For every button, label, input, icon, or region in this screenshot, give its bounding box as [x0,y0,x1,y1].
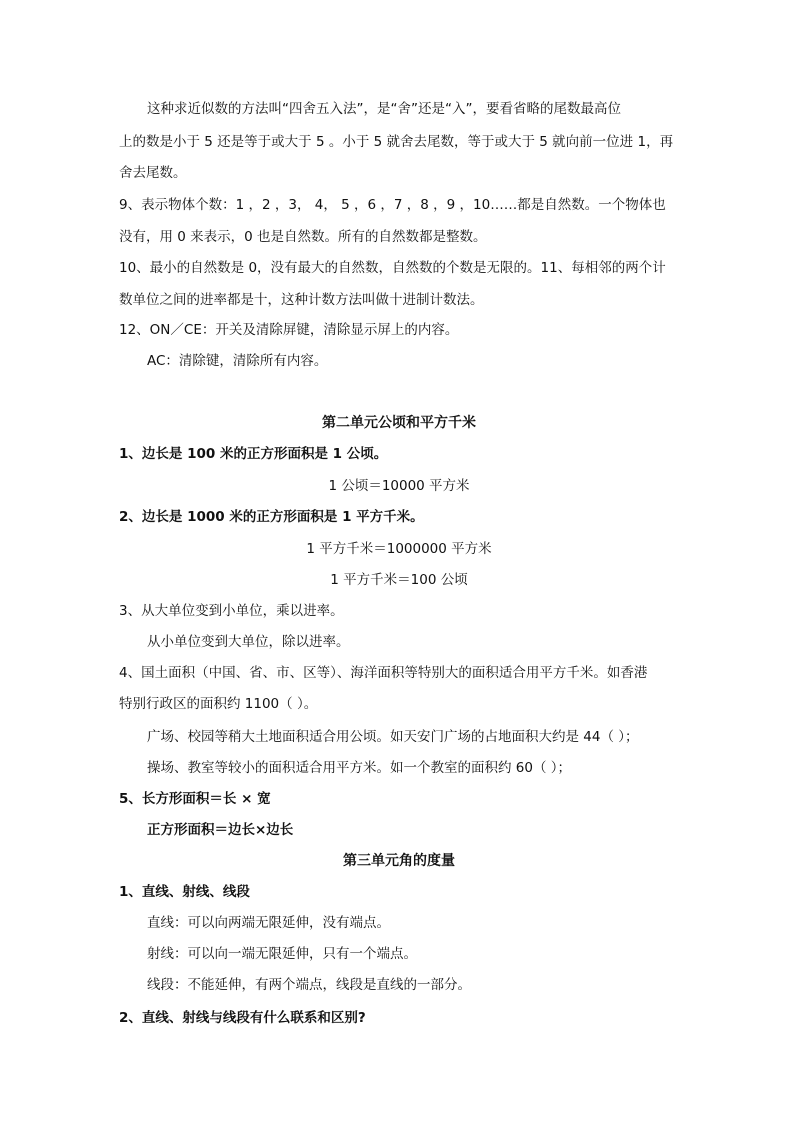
unit-3-title: 第三单元角的度量 [343,853,455,869]
unit-3-item-1: 1、直线、射线、线段 [119,884,250,900]
unit-2-item-1: 1、边长是 100 米的正方形面积是 1 公顷。 [119,446,388,462]
unit-2-item-2: 2、边长是 1000 米的正方形面积是 1 平方千米。 [119,509,424,525]
unit-2-item-5-line-2: 正方形面积＝边长×边长 [147,822,294,838]
definition-segment: 线段：不能延伸，有两个端点，线段是直线的一部分。 [147,977,471,993]
item-10-line-1: 10、最小的自然数是 0，没有最大的自然数，自然数的个数是无限的。11、每相邻的两个计 [119,260,666,276]
item-9-line-1: 9、表示物体个数：1 ，2 ，3， 4， 5 ，6 ，7 ，8 ，9 ，10……都是自然数。一个物体也 [119,197,666,213]
definition-line: 直线：可以向两端无限延伸，没有端点。 [147,915,390,931]
unit-2-item-5-line-1: 5、长方形面积＝长 × 宽 [119,791,271,807]
rounding-paragraph-line-2: 上的数是小于 5 还是等于或大于 5 。小于 5 就舍去尾数，等于或大于 5 就向前一位进 1，再 [119,134,674,150]
definition-ray: 射线：可以向一端无限延伸，只有一个端点。 [147,946,417,962]
unit-2-item-3-line-2: 从小单位变到大单位，除以进率。 [147,634,350,650]
item-12-line-2: AC：清除键，清除所有内容。 [147,353,328,369]
equation-sq-km-to-hectare: 1 平方千米＝100 公顷 [330,572,468,588]
unit-2-item-3-line-1: 3、从大单位变到小单位，乘以进率。 [119,603,344,619]
item-12-line-1: 12、ON／CE：开关及清除屏键，清除显示屏上的内容。 [119,322,459,338]
unit-2-title: 第二单元公顷和平方千米 [322,415,476,431]
unit-2-item-4-line-3: 广场、校园等稍大土地面积适合用公顷。如天安门广场的占地面积大约是 44（ ）； [147,729,639,745]
item-10-line-2: 数单位之间的进率都是十，这种计数方法叫做十进制计数法。 [119,292,484,308]
unit-2-item-4-line-4: 操场、教室等较小的面积适合用平方米。如一个教室的面积约 60（ ）； [147,760,572,776]
equation-sq-km-to-sq-m: 1 平方千米＝1000000 平方米 [306,541,492,557]
unit-3-item-2: 2、直线、射线与线段有什么联系和区别? [119,1010,366,1026]
item-9-line-2: 没有，用 0 来表示，0 也是自然数。所有的自然数都是整数。 [119,229,487,245]
equation-hectare: 1 公顷＝10000 平方米 [328,478,470,494]
unit-2-item-4-line-2: 特别行政区的面积约 1100（ ）。 [119,696,318,712]
rounding-paragraph-line-1: 这种求近似数的方法叫“四舍五入法”，是“舍”还是“入”，要看省略的尾数最高位 [147,101,621,117]
rounding-paragraph-line-3: 舍去尾数。 [119,165,187,181]
unit-2-item-4-line-1: 4、国土面积（中国、省、市、区等）、海洋面积等特别大的面积适合用平方千米。如香港 [119,665,648,681]
